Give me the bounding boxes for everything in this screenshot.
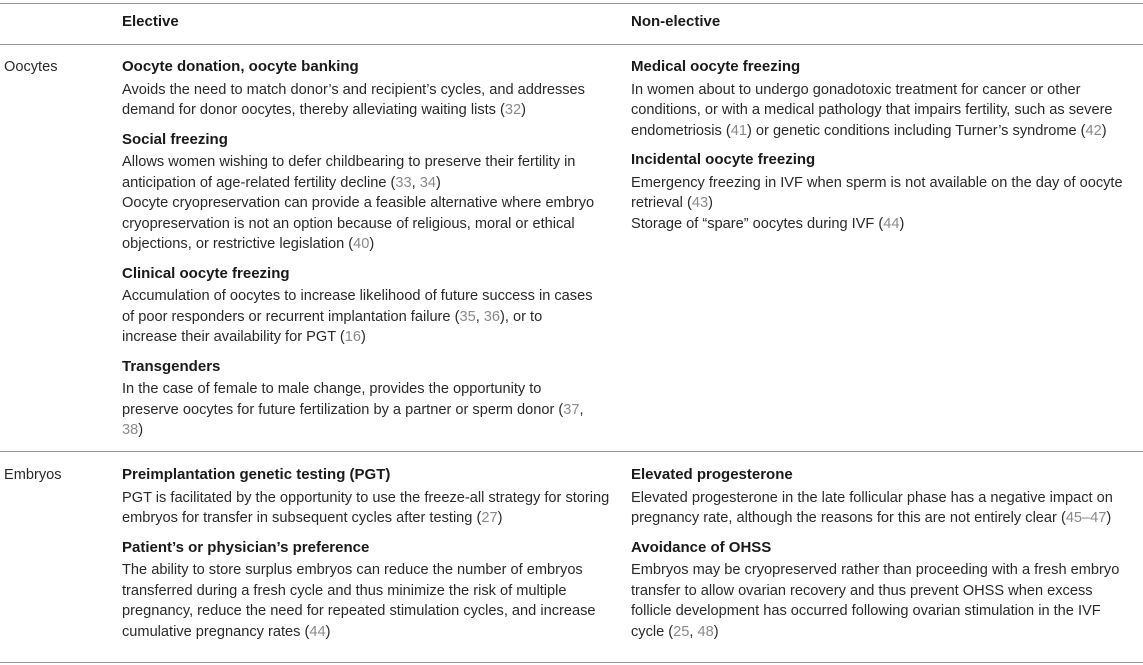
- entry: [122, 130, 600, 255]
- entry-title: Elevated progesterone: [631, 466, 793, 483]
- citation-ref[interactable]: 35: [459, 308, 476, 325]
- header-rule: [0, 44, 1143, 45]
- citation-ref[interactable]: 25: [673, 623, 690, 640]
- citation-ref[interactable]: 32: [504, 102, 522, 118]
- citation-ref[interactable]: 16: [344, 329, 362, 345]
- citation-ref[interactable]: 37: [563, 401, 580, 418]
- row-label-oocytes: Oocytes: [4, 59, 58, 75]
- entry-title: Transgenders: [122, 357, 221, 375]
- entry-text: Accumulation of oocytes to increase likelihood of future success in cases of poor responders or recurrent implantation failure (35, 36), or to increase their availability for PGT (16): [122, 288, 593, 345]
- table-bottom-rule: [0, 662, 1143, 663]
- header-elective: Elective: [122, 13, 179, 30]
- entry-text: Elevated progesterone in the late follicular phase has a negative impact on pregnancy rate, although the reasons for this are not entirely clear (45–47): [631, 489, 1113, 526]
- citation-ref[interactable]: 34: [419, 174, 436, 191]
- embryos-nonelective-cell: [631, 465, 1131, 651]
- citation-ref[interactable]: 42: [1085, 122, 1102, 139]
- entry: [122, 465, 612, 529]
- entry: [122, 357, 600, 441]
- citation-ref[interactable]: 45–47: [1065, 510, 1107, 526]
- oocytes-elective-cell: [122, 57, 600, 450]
- oocytes-nonelective-cell: [631, 57, 1131, 243]
- row-rule: [0, 451, 1143, 452]
- entry-title: Patient’s or physician’s preference: [122, 538, 370, 556]
- row-label-embryos: Embryos: [4, 467, 62, 483]
- entry-title: Avoidance of OHSS: [631, 538, 772, 556]
- entry-text: Allows women wishing to defer childbearing to preserve their fertility in anticipation of age-related fertility decline (33, 34): [122, 154, 576, 191]
- entry-title: Incidental oocyte freezing: [631, 151, 816, 168]
- entry: [122, 538, 612, 643]
- citation-ref[interactable]: 38: [122, 422, 139, 438]
- citation-ref[interactable]: 48: [697, 623, 714, 640]
- entry-title: Clinical oocyte freezing: [122, 264, 290, 282]
- entry: [631, 57, 1131, 141]
- citation-ref[interactable]: 43: [691, 195, 709, 211]
- citation-ref[interactable]: 44: [883, 215, 900, 232]
- entry: [122, 264, 600, 348]
- citation-ref[interactable]: 40: [353, 236, 370, 252]
- entry-text: The ability to store surplus embryos can reduce the number of embryos transferred during a fresh cycle and thus minimize the risk of multiple pregnancy, reduce the need for repeated stimulation cycles, and increase cumulative pregnancy rates (44): [122, 562, 596, 640]
- citation-ref[interactable]: 41: [730, 122, 747, 139]
- entry: [631, 465, 1131, 529]
- citation-ref[interactable]: 44: [309, 623, 326, 640]
- entry-text: Oocyte cryopreservation can provide a feasible alternative where embryo cryopreservation is not an option because of religious, moral or ethical objections, or restrictive legislation (40): [122, 195, 595, 252]
- entry-text: PGT is facilitated by the opportunity to use the freeze-all strategy for storing embryos for transfer in subsequent cycles after testing (27): [122, 489, 610, 526]
- citation-ref[interactable]: 36: [483, 308, 501, 325]
- entry: [631, 150, 1131, 234]
- entry-text: Embryos may be cryopreserved rather than proceeding with a fresh embryo transfer to allow ovarian recovery and thus prevent OHSS when excess follicle development has occurred following ovarian stimulation in the IVF cycle (25, 48): [631, 562, 1120, 640]
- table-top-rule: [0, 3, 1143, 4]
- entry-text: Storage of “spare” oocytes during IVF (44): [631, 215, 905, 232]
- entry-title: Social freezing: [122, 130, 228, 148]
- entry-title: Oocyte donation, oocyte banking: [122, 58, 359, 75]
- embryos-elective-cell: [122, 465, 612, 651]
- entry-text: Avoids the need to match donor’s and recipient’s cycles, and addresses demand for donor oocytes, thereby alleviating waiting lists (32): [122, 81, 585, 118]
- entry: [122, 57, 600, 121]
- citation-ref[interactable]: 27: [481, 510, 498, 526]
- entry: [631, 538, 1131, 643]
- entry-title: Preimplantation genetic testing (PGT): [122, 466, 391, 483]
- citation-ref[interactable]: 33: [395, 174, 412, 191]
- entry-text: In women about to undergo gonadotoxic treatment for cancer or other conditions, or with a medical pathology that impairs fertility, such as severe endometriosis (41) or genetic conditions including Turner’s syndrome (42): [631, 81, 1113, 139]
- entry-title: Medical oocyte freezing: [631, 58, 801, 75]
- entry-text: Emergency freezing in IVF when sperm is not available on the day of oocyte retrieval (43): [631, 174, 1123, 211]
- header-nonelective: Non-elective: [631, 13, 721, 30]
- entry-text: In the case of female to male change, provides the opportunity to preserve oocytes for future fertilization by a partner or sperm donor (37, 38): [122, 381, 584, 438]
